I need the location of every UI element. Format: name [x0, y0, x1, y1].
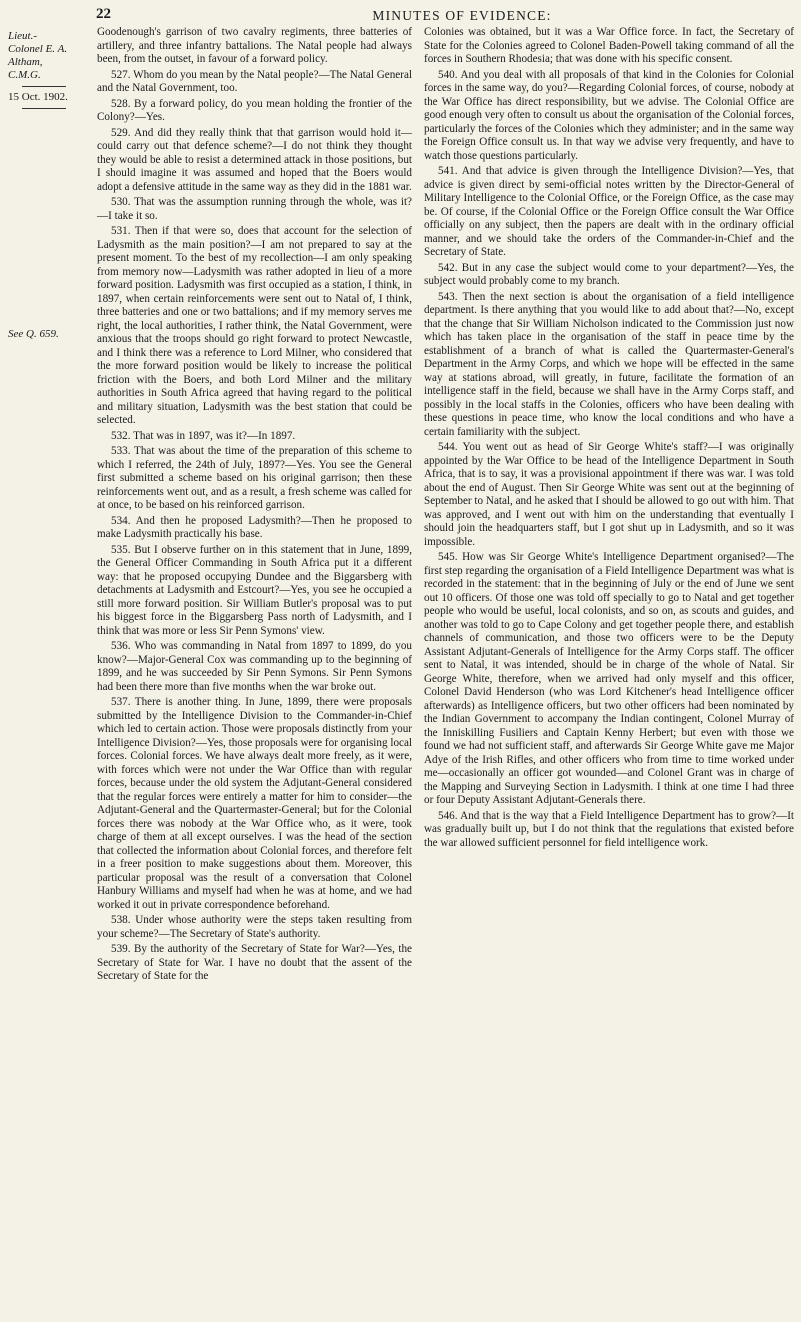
- paragraph: 537. There is another thing. In June, 1899, there were proposals submitted by the Intelligence Division to the Commander-in-Chief which led to certain action. Those were proposals distinctly from your Intelligence Division?—Yes, those proposals were for organising local forces. Colonial forces. We have always dealt more freely, as it were, with forces which were not under the War Office than with regular forces, because under the old system the Adjutant-General considered that the regular forces were entirely a matter for him to consider—the Adjutant-General and the Quartermaster-General; but for the Colonial forces there was nobody at the War Office who, as it were, took charge of them at all except ourselves. I was the head of the section that collected the information about Colonial forces, and therefore felt in a freer position to make suggestions about them. Moreover, this particular proposal was the result of a conversation that Colonel Hanbury Williams and myself had when he was at home, and we had worked it out in private correspondence beforehand.: [97, 696, 412, 911]
- paragraph: Goodenough's garrison of two cavalry regiments, three batteries of artillery, and three infantry battalions. The Natal people had always been, from the outset, in favour of a forward policy.: [97, 26, 412, 65]
- cross-reference-note: [8, 328, 92, 341]
- paragraph: 527. Whom do you mean by the Natal people?—The Natal General and the Natal Government, too.: [97, 68, 412, 94]
- paragraph: 536. Who was commanding in Natal from 1897 to 1899, do you know?—Major-General Cox was commanding up to the beginning of 1899, and he was succeeded by Sir Penn Symons. Sir Penn Symons had been there more than five months when the war broke out.: [97, 640, 412, 693]
- witness-line-3: Altham,: [8, 56, 43, 68]
- witness-line-2: Colonel E. A.: [8, 43, 68, 55]
- paragraph: 528. By a forward policy, do you mean holding the frontier of the Colony?—Yes.: [97, 97, 412, 123]
- right-column: [424, 26, 794, 852]
- left-column: [97, 26, 412, 986]
- paragraph: 546. And that is the way that a Field Intelligence Department has to grow?—It was gradually built up, but I do not think that the regulations that existed before the war allowed sufficient personnel for field intelligence work.: [424, 809, 794, 849]
- paragraph: 534. And then he proposed Ladysmith?—Then he proposed to make Ladysmith practically his base.: [97, 514, 412, 540]
- witness-line-4: C.M.G.: [8, 69, 41, 81]
- paragraph: 529. And did they really think that that garrison would hold it—could carry out that defence scheme?—I do not think they thought they would be able to resist a determined attack in those positions, but I should imagine it was assumed and hoped that the Boers would adopt a defensive attitude in the same way as they did in the 1881 war.: [97, 126, 412, 193]
- paragraph: 531. Then if that were so, does that account for the selection of Ladysmith as the main position?—I am not prepared to say at the present moment. To the best of my recollection—I am only speaking from memory now—Ladysmith was rather adopted in lieu of a more forward position. Ladysmith was first occupied as a station, I think, in 1897, when certain reinforcements were sent out to Natal of, I think, three batteries and one or two battalions; and if my memory serves me right, the local authorities, I rather think, the Natal Government, were anxious that the troops should go right forward to protect Newcastle, and I think there was a reference to Lord Milner, who considered that the more forward position would be likely to increase the political friction with the Boers, and both Lord Milner and the military authorities in South Africa agreed that having regard to the political and military situation, Ladysmith was the best station that could be selected.: [97, 225, 412, 426]
- paragraph: 545. How was Sir George White's Intelligence Department organised?—The first step regarding the organisation of a Field Intelligence Department was what is recorded in the statement: that in the beginning of July or the end of June we sent out 10 officers. Of those one was told off specially to go to Natal and get together people who would be useful, local colonists, and so on, as scouts and guides, and another was told to go to Cape Colony and get together people there, and establish channels of communication, and those two officers were to be the Deputy Assistant Adjutant-Generals of Intelligence for the Army Corps staff. The officer sent to Natal, it was intended, should be in charge of the whole of Natal. Sir George White, therefore, when we arrived had only myself and this officer, Colonel David Henderson (who was Lord Kitchener's head Intelligence officer afterwards) as Intelligence officers, but two other officers had been nominated by the Indian Government to accompany the Indian contingent, Colonel Murray of the Inniskilling Fusiliers and Captain Kenny Herbert; but even with those we found we had not sufficient staff, and afterwards Sir George White gave me Major Adye of the Irish Rifles, and other officers who from time to time worked under me—occasionally an officer got wounded—and Colonel Grant was in charge of the Mapping and Surveying Section in Ladysmith. I think at one time I had three or four Deputy Assistant Adjutant-Generals there.: [424, 551, 794, 806]
- paragraph: 538. Under whose authority were the steps taken resulting from your scheme?—The Secretary of State's authority.: [97, 914, 412, 940]
- paragraph: 540. And you deal with all proposals of that kind in the Colonies for Colonial forces in the same way, do you?—Regarding Colonial forces, of course, nobody at the War Office has direct responsibility, but we advise. The Colonial Office are good enough very often to consult us about the organisation of the Colonial forces, particularly the forces of the Colonies which they administer; and in the same way the Foreign Office consult us. In that way we advise very frequently, and have to watch those questions particularly.: [424, 68, 794, 162]
- paragraph: 542. But in any case the subject would come to your department?—Yes, the subject would probably come to my branch.: [424, 261, 794, 287]
- witness-date: 15 Oct. 1902.: [8, 91, 68, 103]
- paragraph: 535. But I observe further on in this statement that in June, 1899, the General Officer Commanding in South Africa put it a different way: that he proposed occupying Dundee and the Biggarsberg with detachments at Ladysmith and Estcourt?—Yes, you see he occupied a still more forward position. Sir William Butler's proposal was to put his biggest force in the Biggarsberg Pass north of Ladysmith, and I think that was more or less Sir Penn Symons' view.: [97, 543, 412, 637]
- cross-reference: See Q. 659.: [8, 328, 59, 340]
- paragraph: 543. Then the next section is about the organisation of a field intelligence department. Is there anything that you would like to add about that?—No, except that the change that Sir William Nicholson indicated to the Commission just now which has taken place in the organisation of the staff in peace time by the establishment of a branch of what is called the Quartermaster-General's Department in the Army Corps, and which we hope will be effected in the same way at stations abroad, will greatly, in future, facilitate the formation of an intelligence staff in the field, because we shall have in the Army Corps staff, and possibly in the local staffs in the Colonies, officers who have been dealing with these questions in peace time, who know the local conditions and who have a certain familiarity with the subject.: [424, 290, 794, 438]
- margin-divider: [22, 86, 66, 87]
- witness-margin-note: [8, 30, 92, 113]
- page-number: 22: [96, 6, 111, 22]
- paragraph: 539. By the authority of the Secretary of State for War?—Yes, the Secretary of State for War. I have no doubt that the assent of the Secretary of State for the: [97, 943, 412, 982]
- paragraph: 544. You went out as head of Sir George White's staff?—I was originally appointed by the War Office to be head of the Intelligence Department in South Africa, that is to say, it was a provisional appointment if there was war. I was told about the end of August. Then Sir George White was sent out at the beginning of September to Natal, and he asked that I should be allowed to go out with him. That was approved, and I went out with him on the understanding that eventually I should join the headquarters staff, but I got shut up in Ladysmith, and so it was impossible.: [424, 441, 794, 548]
- paragraph: 533. That was about the time of the preparation of this scheme to which I referred, the 24th of July, 1897?—Yes. You see the General first submitted a scheme based on his original garrison; then these reinforcements went out, and as a result, a fresh scheme was called for at once, to be based on his reinforced garrison.: [97, 445, 412, 511]
- paragraph: Colonies was obtained, but it was a War Office force. In fact, the Secretary of State for the Colonies agreed to Colonel Baden-Powell taking command of all the forces in Southern Rhodesia; that was done with his specific consent.: [424, 26, 794, 65]
- running-title: MINUTES OF EVIDENCE:: [372, 8, 552, 23]
- paragraph: 541. And that advice is given through the Intelligence Division?—Yes, that advice is given direct by semi-official notes written by the Director-General of Military Intelligence to the Colonial Office, or the Foreign Office, as the case may be. Of course, if the Colonial Office or the Foreign Office consult the War Office officially on any subject, then the papers are dealt with in the ordinary official manner, and we should take the orders of the Commander-in-Chief and the Secretary of State.: [424, 165, 794, 258]
- paragraph: 530. That was the assumption running through the whole, was it?—I take it so.: [97, 196, 412, 222]
- page-header: [22, 6, 792, 28]
- paragraph: 532. That was in 1897, was it?—In 1897.: [111, 429, 296, 442]
- margin-divider-2: [22, 108, 66, 109]
- witness-line-1: Lieut.-: [8, 30, 38, 42]
